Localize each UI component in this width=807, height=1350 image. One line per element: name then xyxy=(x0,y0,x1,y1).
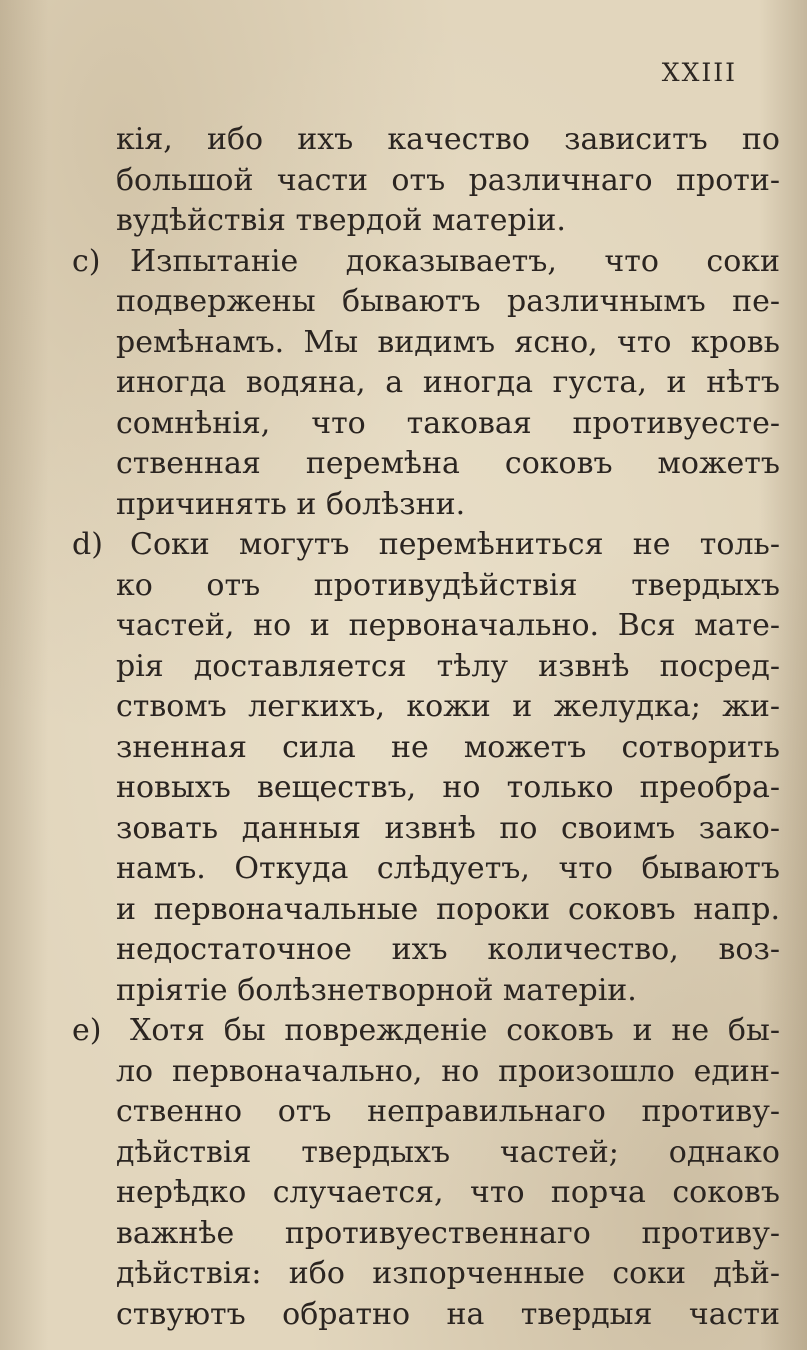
text-line xyxy=(116,1133,780,1173)
text-line xyxy=(72,525,780,565)
line-text: причинять и болѣзни. xyxy=(116,486,466,522)
line-text: ствуютъ обратно на твердыя части xyxy=(116,1296,780,1332)
line-text: рія доставляется тѣлу извнѣ посред- xyxy=(116,648,780,684)
text-line xyxy=(116,120,780,160)
text-line xyxy=(116,566,780,606)
line-text: зовать данныя извнѣ по своимъ зако- xyxy=(116,810,780,846)
list-marker: c) xyxy=(72,243,101,279)
text-line xyxy=(116,647,780,687)
text-line xyxy=(116,404,780,444)
text-line xyxy=(116,485,780,525)
text-line xyxy=(116,809,780,849)
line-text: частей, но и первоначально. Вся мате- xyxy=(116,608,780,643)
text-line xyxy=(116,930,780,970)
text-line xyxy=(116,606,780,646)
text-line xyxy=(116,687,780,727)
line-text: пріятіе болѣзнетворной матеріи. xyxy=(116,972,637,1008)
text-line xyxy=(116,849,780,889)
line-text: подвержены бываютъ различнымъ пе- xyxy=(116,284,780,319)
text-line xyxy=(72,1011,780,1051)
page-number: XXIII xyxy=(661,58,737,87)
line-text: дѣйствія: ибо изпорченные соки дѣй- xyxy=(116,1256,780,1291)
line-text: вудѣйствія твердой матеріи. xyxy=(116,203,566,238)
line-text: ло первоначально, но произошло един- xyxy=(116,1053,780,1089)
text-line xyxy=(116,161,780,201)
text-line xyxy=(116,1092,780,1132)
line-text: Соки могутъ перемѣниться не толь- xyxy=(130,527,780,562)
line-text: ственная перемѣна соковъ можетъ xyxy=(116,446,780,481)
line-text: важнѣе противуественнаго противу- xyxy=(116,1215,780,1251)
list-marker: e) xyxy=(72,1013,102,1048)
line-text: новыхъ веществъ, но только преобра- xyxy=(116,770,780,805)
line-text: кія, ибо ихъ качество зависитъ по xyxy=(116,122,780,157)
line-text: намъ. Откуда слѣдуетъ, что бываютъ xyxy=(116,851,780,886)
text-line xyxy=(116,201,780,241)
line-text: зненная сила не можетъ сотворить xyxy=(116,729,780,765)
text-line xyxy=(116,282,780,322)
text-line xyxy=(116,444,780,484)
text-line xyxy=(116,1295,780,1335)
text-line xyxy=(116,971,780,1011)
line-text: сомнѣнія, что таковая противуесте- xyxy=(116,405,780,441)
line-text: иногда водяна, а иногда густа, и нѣтъ xyxy=(116,365,780,400)
text-line xyxy=(116,1214,780,1254)
line-text: нерѣдко случается, что порча соковъ xyxy=(116,1175,780,1210)
text-line xyxy=(116,1173,780,1213)
line-text: ственно отъ неправильнаго противу- xyxy=(116,1094,780,1129)
line-text: и первоначальные пороки соковъ напр. xyxy=(116,891,780,927)
line-text: Изпытаніе доказываетъ, что соки xyxy=(130,243,780,279)
text-line xyxy=(116,363,780,403)
line-text: большой части отъ различнаго проти- xyxy=(116,162,780,198)
line-text: недостаточное ихъ количество, воз- xyxy=(116,932,780,967)
text-line xyxy=(116,728,780,768)
text-line xyxy=(116,1254,780,1294)
line-text: Хотя бы поврежденіе соковъ и не бы- xyxy=(130,1013,780,1048)
text-line xyxy=(116,323,780,363)
line-text: дѣйствія твердыхъ частей; однако xyxy=(116,1134,780,1170)
text-line xyxy=(116,768,780,808)
line-text: ствомъ легкихъ, кожи и желудка; жи- xyxy=(116,689,780,724)
text-line xyxy=(116,1052,780,1092)
text-line xyxy=(116,890,780,930)
line-text: ко отъ противудѣйствія твердыхъ xyxy=(116,567,780,603)
list-marker: d) xyxy=(72,527,103,562)
text-line xyxy=(72,242,780,282)
line-text: ремѣнамъ. Мы видимъ ясно, что кровь xyxy=(116,324,780,360)
